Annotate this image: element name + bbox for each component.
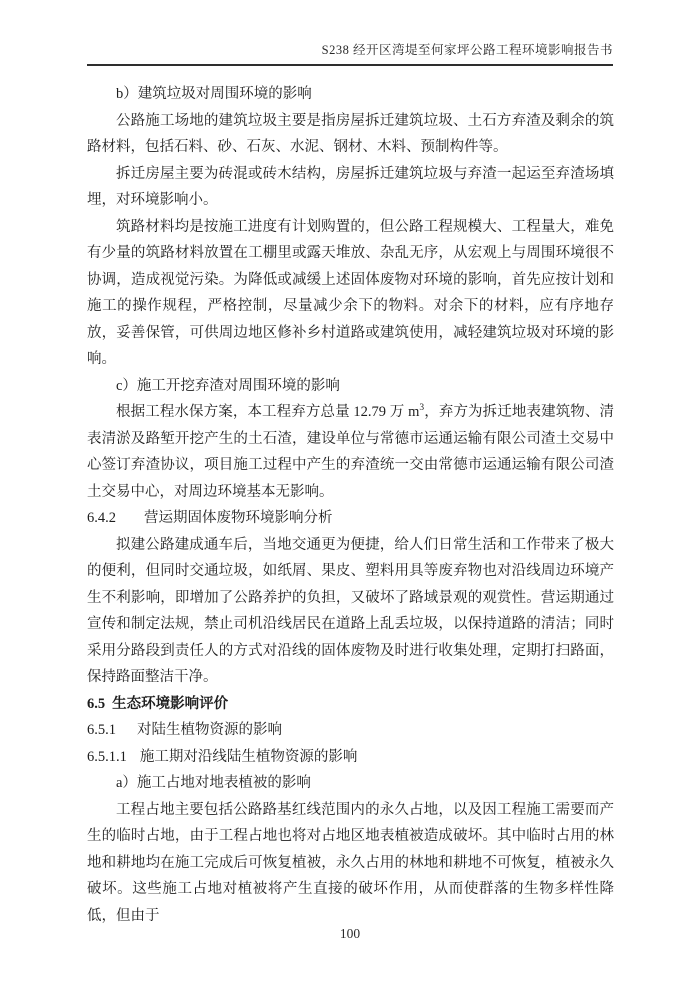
paragraph-operation: 拟建公路建成通车后，当地交通更为便捷，给人们日常生活和工作带来了极大的便利，但同时交通垃圾，如纸屑、果皮、塑料用具等废弃物也对沿线周边环境产生不利影响，即增加了公路养护的负担，又破坏了路域景观的观赏性。营运期通过宣传和制定法规，禁止司机沿线居民在道路上乱丢垃圾，以保持道路的清洁；同时采用分路段到责任人的方式对沿线的固体废物及时进行收集处理，定期打扫路面，保持路面整洁干净。 [87, 536, 614, 685]
heading-6-5-1-title: 对陆生植物资源的影响 [137, 722, 282, 738]
heading-6-5-1-number: 6.5.1 [87, 722, 116, 738]
heading-6-4-2-title: 营运期固体废物环境影响分析 [144, 510, 333, 526]
heading-6-5-number: 6.5 [87, 695, 106, 712]
cubic-meter-superscript: 3 [419, 403, 425, 414]
heading-6-5 [87, 691, 614, 718]
heading-6-5-title: 生态环境影响评价 [112, 695, 229, 712]
heading-6-5-1-1-number: 6.5.1.1 [87, 748, 127, 765]
paragraph-materials: 筑路材料均是按施工进度有计划购置的，但公路工程规模大、工程量大，难免有少量的筑路材料放置在工棚里或露天堆放、杂乱无序，从宏观上与周围环境很不协调，造成视觉污染。为降低或减缓上述固体废物对环境的影响，首先应按计划和施工的操作规程，严格控制，尽量减少余下的物料。对余下的材料，应有序地存放，妥善保管，可供周边地区修补乡村道路或建筑使用，减轻建筑垃圾对环境的影响。 [87, 218, 614, 367]
page-footer [0, 926, 700, 942]
page-number: 100 [339, 926, 361, 941]
paragraph-site-waste: 公路施工场地的建筑垃圾主要是指房屋拆迁建筑垃圾、土石方弃渣及剩余的筑路材料，包括石料、砂、石灰、水泥、钢材、木料、预制构件等。 [87, 112, 614, 155]
heading-item-c: c）施工开挖弃渣对周围环境的影响 [116, 377, 340, 394]
heading-6-5-1-1-title: 施工期对沿线陆生植物资源的影响 [139, 748, 358, 765]
heading-item-b: b）建筑垃圾对周围环境的影响 [116, 86, 312, 102]
heading-6-4-2-number: 6.4.2 [87, 510, 116, 526]
heading-6-5-1-1 [87, 744, 614, 771]
page-body [87, 81, 614, 929]
paragraph-spoil-text-end: ，弃方为拆迁地表建筑物、清表清淤及路堑开挖产生的土石渣，建设单位与常德市运通运输有限公司渣土交易中心签订弃渣协议，项目施工过程中产生的弃渣统一交由常德市运通运输有限公司渣土交易中心，对周边环境基本无影响。 [87, 404, 615, 500]
heading-6-5-1 [87, 717, 614, 744]
page-header [87, 40, 613, 66]
paragraph-spoil-text-start: 根据工程水保方案，本工程弃方总量 12.79 万 m [116, 404, 420, 420]
heading-6-4-2 [87, 505, 614, 532]
paragraph-occupation: 工程占地主要包括公路路基红线范围内的永久占地，以及因工程施工需要而产生的临时占地，由于工程占地也将对占地区地表植被造成破坏。其中临时占用的林地和耕地均在施工完成后可恢复植被，永久占用的林地和耕地不可恢复，植被永久破坏。这些施工占地对植被将产生直接的破坏作用，从而使群落的生物多样性降低，但由于 [87, 801, 614, 924]
paragraph-spoil [87, 399, 614, 505]
heading-item-a: a）施工占地对地表植被的影响 [116, 775, 311, 791]
report-title: S238 经开区湾堤至何家坪公路工程环境影响报告书 [321, 43, 613, 57]
paragraph-demolition: 拆迁房屋主要为砖混或砖木结构，房屋拆迁建筑垃圾与弃渣一起运至弃渣场填埋，对环境影响小。 [87, 165, 614, 208]
